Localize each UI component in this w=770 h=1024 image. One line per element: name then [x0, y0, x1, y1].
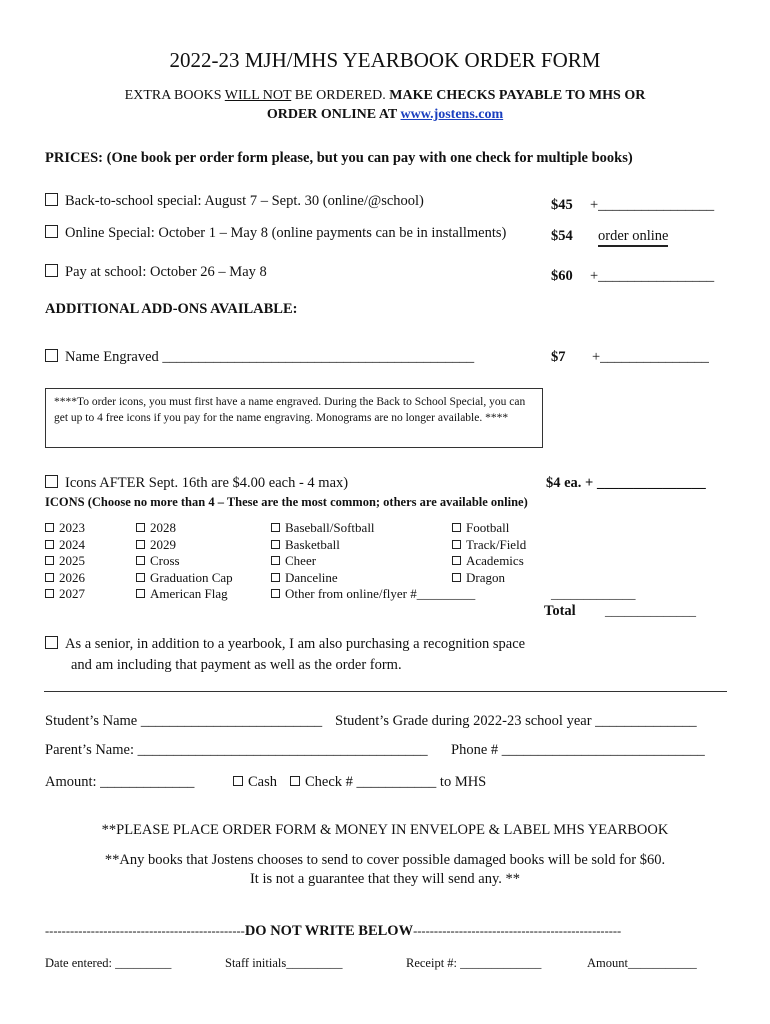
- senior-option[interactable]: [45, 636, 525, 653]
- checkbox[interactable]: [45, 225, 58, 238]
- instruction-guarantee: It is not a guarantee that they will send any. **: [249, 871, 521, 887]
- subtitle-line-1: [0, 88, 770, 104]
- icon-option[interactable]: [452, 570, 526, 587]
- small-checkbox[interactable]: [271, 573, 280, 582]
- icon-column-3: [271, 520, 475, 603]
- icon-option[interactable]: [271, 537, 475, 554]
- small-checkbox[interactable]: [45, 589, 54, 598]
- icon-option-label: 2025: [59, 553, 85, 568]
- order-online-text: order online: [598, 228, 668, 247]
- parent-name-field[interactable]: Parent’s Name: ________________________________________: [45, 742, 428, 758]
- check-option[interactable]: [290, 774, 486, 791]
- small-checkbox[interactable]: [271, 523, 280, 532]
- date-entered-field: Date entered: _________: [45, 956, 172, 970]
- icon-option[interactable]: [136, 553, 233, 570]
- icons-price-entry[interactable]: $4 ea. + _______________: [546, 475, 706, 491]
- subtitle-bold-2: ORDER ONLINE AT: [266, 107, 401, 122]
- subtitle-text-2: BE ORDERED.: [291, 88, 390, 103]
- icon-option-label: 2028: [150, 520, 176, 535]
- small-checkbox[interactable]: [45, 540, 54, 549]
- icons-after-label: Icons AFTER Sept. 16th are $4.00 each - 4 max): [65, 475, 349, 491]
- option-label: Back-to-school special: August 7 – Sept. 30 (online/@school): [65, 193, 424, 209]
- icon-option[interactable]: [271, 586, 475, 603]
- small-checkbox[interactable]: [271, 589, 280, 598]
- option-label: Pay at school: October 26 – May 8: [65, 264, 267, 280]
- subtitle-underlined: WILL NOT: [224, 88, 292, 103]
- icon-option[interactable]: [452, 537, 526, 554]
- price-option-back-to-school[interactable]: [45, 193, 424, 210]
- small-checkbox[interactable]: [136, 589, 145, 598]
- price-option-online[interactable]: [45, 225, 506, 242]
- receipt-field: Receipt #: _____________: [406, 956, 542, 970]
- dashes-right: --------------------------------------------------: [413, 924, 622, 938]
- small-checkbox[interactable]: [136, 556, 145, 565]
- small-checkbox[interactable]: [452, 556, 461, 565]
- icon-option-label: Baseball/Softball: [285, 520, 375, 535]
- cash-option[interactable]: [233, 774, 277, 791]
- entry-line-60[interactable]: +________________: [590, 268, 715, 284]
- do-not-write-divider: [45, 923, 728, 940]
- icon-option[interactable]: [45, 520, 85, 537]
- icon-option-label: Basketball: [285, 536, 340, 552]
- instruction-damaged-books: **Any books that Jostens chooses to send to cover possible damaged books will be sold for $60.: [104, 852, 666, 868]
- addons-heading: ADDITIONAL ADD-ONS AVAILABLE:: [45, 301, 298, 317]
- icons-heading: ICONS (Choose no more than 4 – These are the most common; others are available online): [45, 495, 528, 509]
- small-checkbox[interactable]: [452, 540, 461, 549]
- icon-option[interactable]: [271, 570, 475, 587]
- jostens-link[interactable]: www.jostens.com: [400, 107, 504, 122]
- office-amount-field: Amount___________: [587, 956, 697, 970]
- cash-checkbox[interactable]: [233, 776, 243, 786]
- icon-option[interactable]: [45, 586, 85, 603]
- name-engraved-label: Name Engraved ___________________________________________: [65, 349, 475, 365]
- subtitle-line-2: [0, 107, 770, 123]
- icon-option-label: Track/Field: [466, 536, 527, 552]
- small-checkbox[interactable]: [45, 523, 54, 532]
- price-45: $45: [551, 197, 573, 213]
- checkbox[interactable]: [45, 193, 58, 206]
- small-checkbox[interactable]: [45, 573, 54, 582]
- subtotal-line[interactable]: _____________: [551, 586, 636, 601]
- icon-column-4: [452, 520, 526, 586]
- icon-option[interactable]: [271, 520, 475, 537]
- icon-option-label: Cross: [150, 553, 180, 568]
- icons-note-box: ****To order icons, you must first have a name engraved. During the Back to School Special, you can get up to 4 free icons if you pay for the name engraving. Monograms are no longer available. ****: [45, 388, 543, 448]
- dashes-left: ------------------------------------------------: [45, 924, 245, 938]
- subtitle-text: EXTRA BOOKS: [124, 88, 225, 103]
- total-label: Total: [544, 603, 576, 619]
- small-checkbox[interactable]: [452, 573, 461, 582]
- icon-option[interactable]: [452, 553, 526, 570]
- page-title: 2022-23 MJH/MHS YEARBOOK ORDER FORM: [169, 48, 601, 72]
- entry-line-45[interactable]: +________________: [590, 197, 715, 213]
- checkbox[interactable]: [45, 475, 58, 488]
- prices-heading: PRICES: (One book per order form please, but you can pay with one check for multiple books): [45, 150, 633, 166]
- do-not-write-label: DO NOT WRITE BELOW: [244, 923, 414, 939]
- icon-option-label: Academics: [466, 553, 524, 568]
- price-60: $60: [551, 268, 573, 284]
- icon-option-label: American Flag: [150, 586, 228, 601]
- divider: [44, 691, 727, 692]
- icon-option[interactable]: [452, 520, 526, 537]
- check-checkbox[interactable]: [290, 776, 300, 786]
- small-checkbox[interactable]: [271, 556, 280, 565]
- icon-option[interactable]: [136, 586, 233, 603]
- small-checkbox[interactable]: [136, 523, 145, 532]
- icon-column-1: [45, 520, 85, 603]
- phone-field[interactable]: Phone # ____________________________: [451, 742, 705, 758]
- price-54: $54: [551, 228, 573, 244]
- price-7: $7: [551, 349, 566, 365]
- icons-after-option[interactable]: [45, 475, 348, 492]
- small-checkbox[interactable]: [136, 573, 145, 582]
- checkbox[interactable]: [45, 636, 58, 649]
- icon-option-label: Danceline: [285, 569, 338, 585]
- total-line[interactable]: ______________: [605, 603, 696, 618]
- senior-line-2: and am including that payment as well as the order form.: [71, 657, 402, 673]
- icon-option[interactable]: [45, 570, 85, 587]
- icon-option-label: Football: [466, 520, 510, 535]
- icon-option[interactable]: [136, 570, 233, 587]
- icon-option-label: Other from online/flyer #_________: [285, 586, 476, 601]
- icon-option[interactable]: [45, 537, 85, 554]
- icon-option-label: Cheer: [285, 553, 317, 568]
- small-checkbox[interactable]: [271, 540, 280, 549]
- price-option-pay-at-school[interactable]: [45, 264, 267, 281]
- checkbox[interactable]: [45, 349, 58, 362]
- cash-label: Cash: [248, 774, 277, 790]
- icon-option-label: Dragon: [466, 569, 505, 585]
- icon-option-label: 2026: [59, 569, 85, 585]
- senior-line-1: As a senior, in addition to a yearbook, I am also purchasing a recognition space: [65, 636, 526, 652]
- checkbox[interactable]: [45, 264, 58, 277]
- order-online-link[interactable]: [598, 228, 668, 245]
- small-checkbox[interactable]: [45, 556, 54, 565]
- icon-column-2: [136, 520, 233, 603]
- small-checkbox[interactable]: [136, 540, 145, 549]
- icon-option-label: Graduation Cap: [150, 569, 233, 585]
- staff-initials-field: Staff initials_________: [225, 956, 343, 970]
- icon-option-label: 2024: [59, 536, 85, 552]
- icon-option[interactable]: [45, 553, 85, 570]
- amount-field[interactable]: Amount: _____________: [45, 774, 195, 790]
- subtitle-bold: MAKE CHECKS PAYABLE TO MHS OR: [389, 88, 646, 103]
- option-label: Online Special: October 1 – May 8 (online payments can be in installments): [65, 225, 507, 241]
- check-label: Check # ___________ to MHS: [305, 774, 487, 790]
- student-name-field[interactable]: Student’s Name _________________________: [45, 713, 323, 729]
- name-engraved-option[interactable]: [45, 349, 474, 366]
- instruction-envelope: **PLEASE PLACE ORDER FORM & MONEY IN ENVELOPE & LABEL MHS YEARBOOK: [101, 822, 669, 838]
- icon-option[interactable]: [136, 520, 233, 537]
- entry-line-7[interactable]: +_______________: [592, 349, 709, 365]
- icon-option-label: 2027: [59, 586, 85, 601]
- icon-option-label: 2023: [59, 520, 85, 535]
- icon-option-label: 2029: [150, 536, 176, 552]
- icon-option[interactable]: [136, 537, 233, 554]
- small-checkbox[interactable]: [452, 523, 461, 532]
- student-grade-field[interactable]: Student’s Grade during 2022-23 school year ______________: [335, 713, 697, 729]
- icon-option[interactable]: [271, 553, 475, 570]
